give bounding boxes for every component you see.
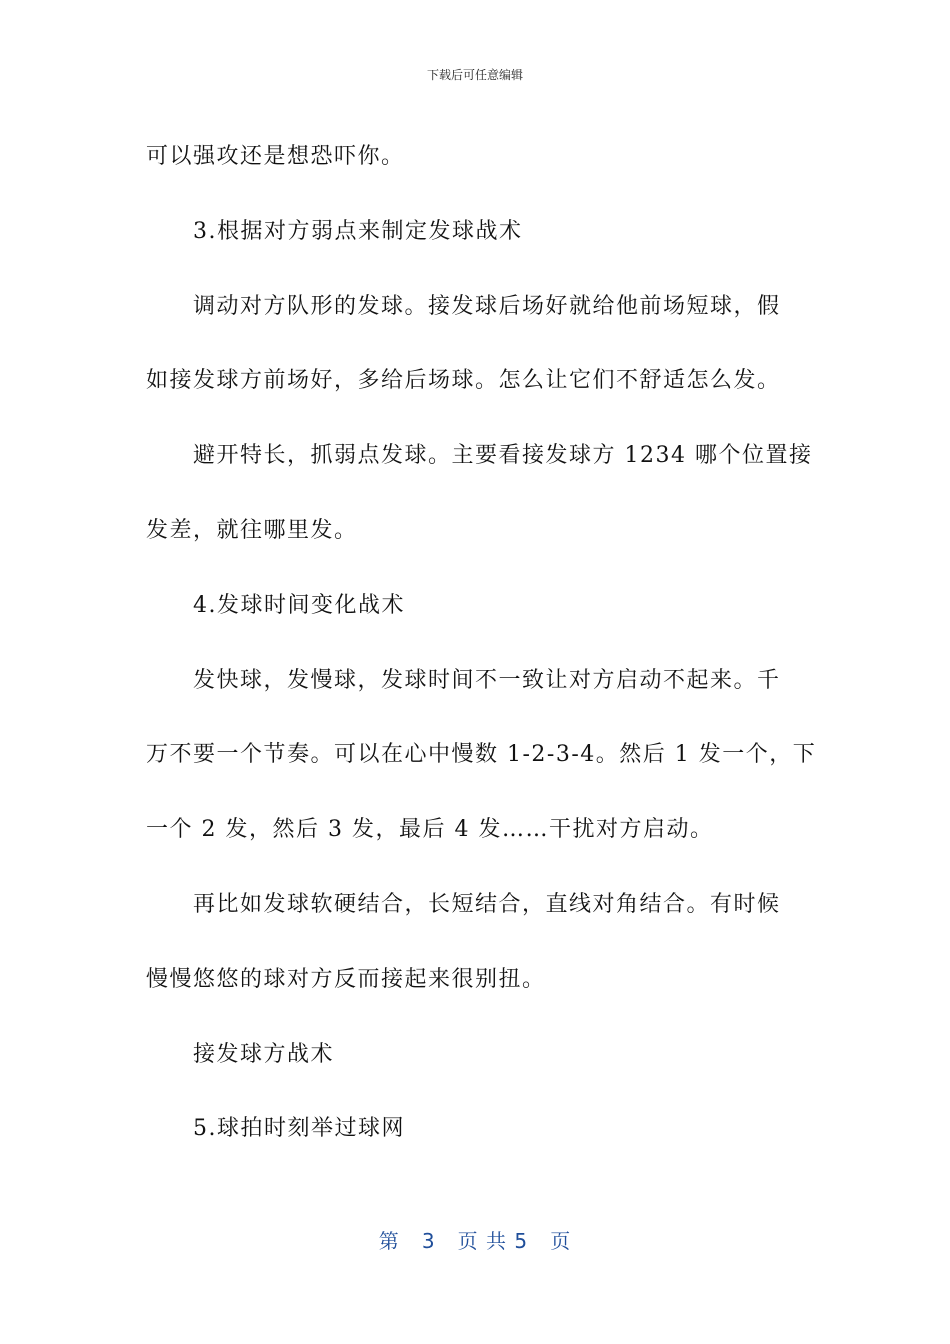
page-header: 下载后可任意编辑	[426, 68, 523, 82]
page-label-prefix: 第	[378, 1229, 400, 1253]
paragraph: 3.根据对方弱点来制定发球战术	[193, 218, 523, 244]
total-pages-number: 5	[514, 1229, 529, 1253]
paragraph: 调动对方队形的发球。接发球后场好就给他前场短球，假	[193, 293, 781, 319]
paragraph: 如接发球方前场好，多给后场球。怎么让它们不舒适怎么发。	[146, 368, 781, 394]
paragraph: 避开特长，抓弱点发球。主要看接发球方 1234 哪个位置接	[193, 443, 813, 469]
paragraph: 可以强攻还是想恐吓你。	[146, 144, 405, 169]
paragraph: 4.发球时间变化战术	[193, 592, 405, 618]
paragraph: 慢慢悠悠的球对方反而接起来很别扭。	[146, 966, 546, 992]
document-body	[146, 120, 817, 1167]
current-page-number: 3	[421, 1229, 436, 1253]
paragraph: 万不要一个节奏。可以在心中慢数 1-2-3-4。然后 1 发一个，下	[146, 742, 817, 768]
paragraph: 一个 2 发，然后 3 发，最后 4 发……干扰对方启动。	[146, 817, 714, 843]
paragraph: 再比如发球软硬结合，长短结合，直线对角结合。有时候	[193, 891, 781, 917]
paragraph: 发快球，发慢球，发球时间不一致让对方启动不起来。千	[193, 667, 781, 693]
page-label-middle: 页 共	[457, 1229, 508, 1253]
page-footer	[0, 1225, 950, 1254]
paragraph: 接发球方战术	[193, 1041, 335, 1067]
paragraph: 5.球拍时刻举过球网	[193, 1116, 405, 1142]
paragraph: 发差，就往哪里发。	[146, 517, 358, 543]
page-label-suffix: 页	[550, 1229, 572, 1253]
